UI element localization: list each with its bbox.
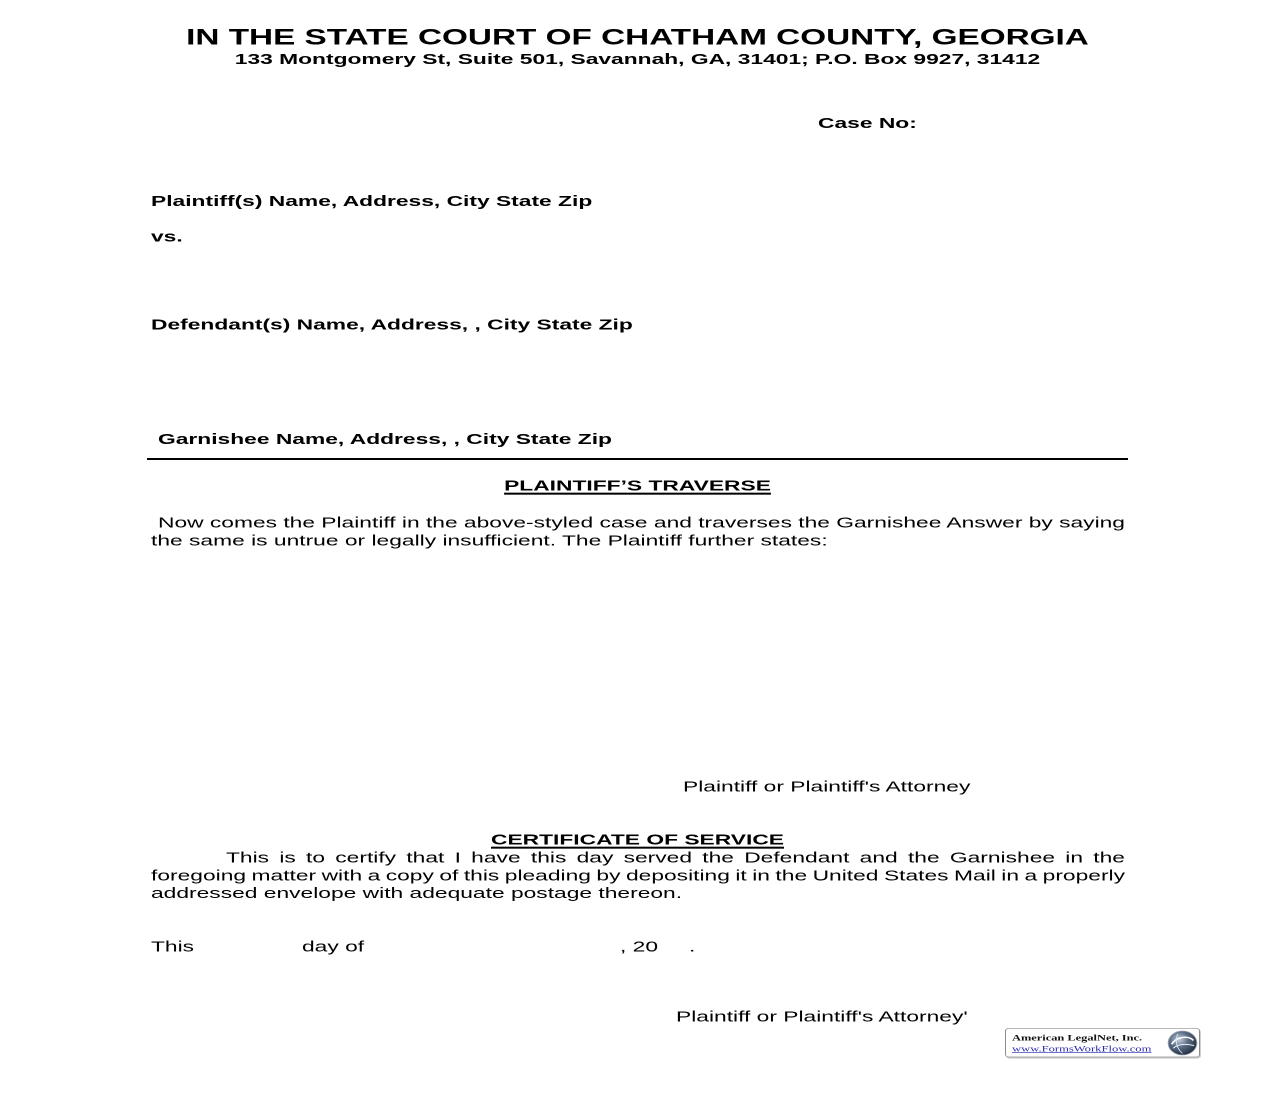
- traverse-body: [151, 513, 1125, 549]
- certificate-body-line: foregoing matter with a copy of this pleading by depositing it in the United States Mail in a properly: [151, 866, 1125, 884]
- traverse-body-line: Now comes the Plaintiff in the above-styled case and traverses the Garnishee Answer by saying: [158, 513, 1125, 531]
- logo-company-name: American LegalNet, Inc.: [1012, 1033, 1143, 1043]
- certificate-heading-wrap: [0, 831, 1275, 848]
- traverse-heading: PLAINTIFF’S TRAVERSE: [504, 476, 771, 494]
- date-line-period: .: [689, 936, 696, 955]
- date-line-year-prefix: , 20: [620, 936, 659, 955]
- traverse-heading-wrap: [0, 477, 1275, 494]
- date-line-this: This: [151, 936, 195, 955]
- traverse-signature-label: Plaintiff or Plaintiff's Attorney: [683, 776, 971, 795]
- court-address: 133 Montgomery St, Suite 501, Savannah, GA, 31401; P.O. Box 9927, 31412: [234, 49, 1041, 68]
- court-title: IN THE STATE COURT OF CHATHAM COUNTY, GEORGIA: [186, 25, 1089, 50]
- certificate-body-line: This is to certify that I have this day served the Defendant and the Garnishee in the: [226, 848, 1125, 866]
- versus-label: vs.: [151, 227, 183, 245]
- certificate-signature-label: Plaintiff or Plaintiff's Attorney': [676, 1006, 968, 1025]
- certificate-heading: CERTIFICATE OF SERVICE: [490, 830, 784, 848]
- traverse-body-line: the same is untrue or legally insufficient. The Plaintiff further states:: [151, 531, 828, 549]
- certificate-body-line: addressed envelope with adequate postage thereon.: [151, 883, 683, 902]
- plaintiff-caption-label: Plaintiff(s) Name, Address, City State Zip: [151, 191, 593, 210]
- globe-icon: [1167, 1030, 1198, 1056]
- date-line-day-of: day of: [302, 936, 365, 955]
- forms-workflow-logo[interactable]: [1005, 1028, 1200, 1057]
- caption-divider-rule: [147, 458, 1128, 460]
- garnishee-caption-label: Garnishee Name, Address, , City State Zip: [158, 429, 612, 448]
- logo-url-link[interactable]: www.FormsWorkFlow.com: [1012, 1043, 1152, 1054]
- case-number-label: Case No:: [818, 113, 917, 132]
- defendant-caption-label: Defendant(s) Name, Address, , City State Zip: [151, 314, 633, 333]
- certificate-body: [151, 849, 1125, 902]
